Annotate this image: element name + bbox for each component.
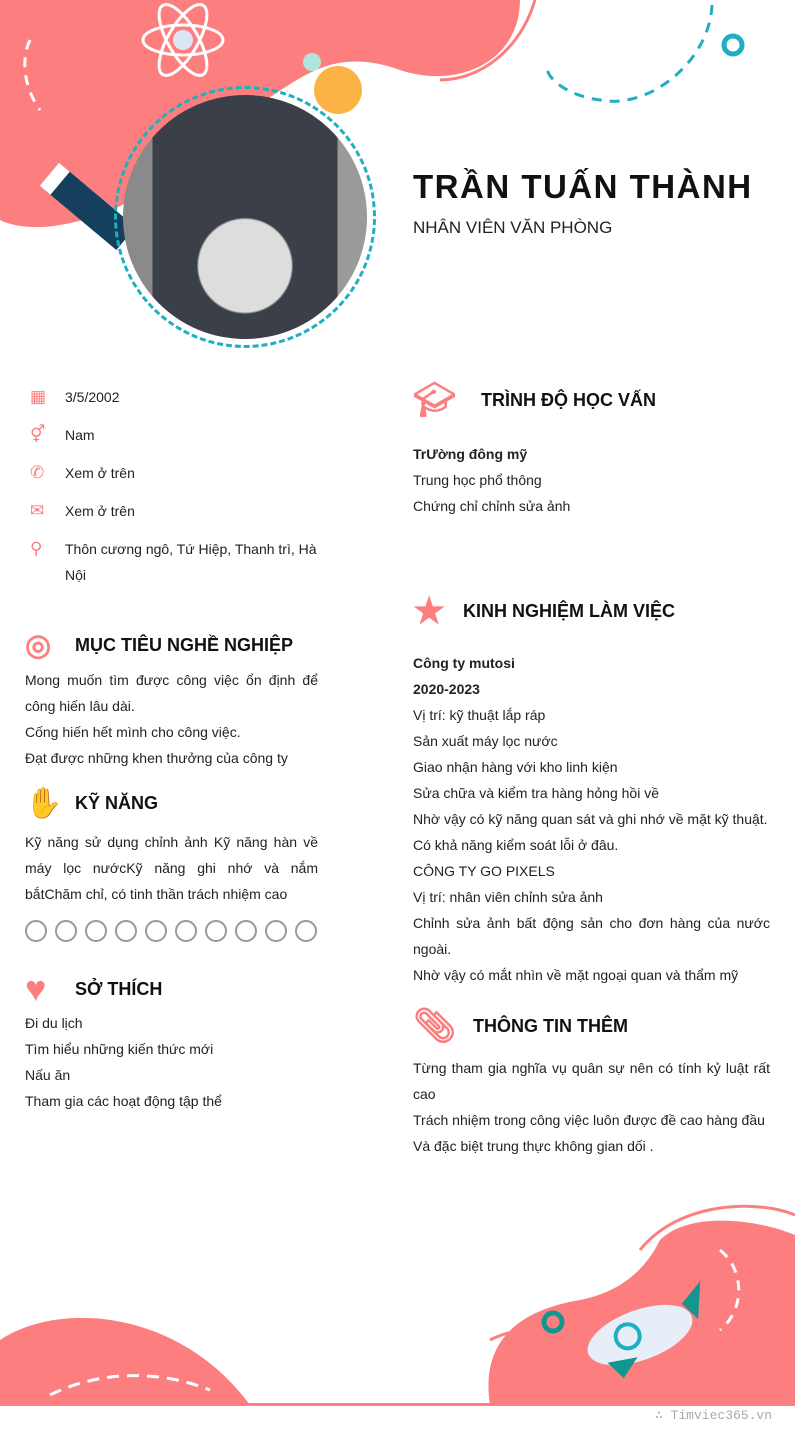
- rating-dot: [85, 920, 107, 942]
- footer-decoration: [0, 1190, 795, 1405]
- heart-icon: ♥: [25, 968, 47, 1009]
- info-value: Nam: [65, 427, 95, 443]
- rating-dot: [115, 920, 137, 942]
- section-title: THÔNG TIN THÊM: [473, 1015, 628, 1036]
- rating-dot: [235, 920, 257, 942]
- skills-text: Kỹ năng sử dụng chỉnh ảnh Kỹ năng hàn về máy lọc nướcKỹ năng ghi nhớ và nắm bắtChăm chỉ, có tinh thần trách nhiệm cao: [25, 834, 318, 902]
- info-value: 3/5/2002: [65, 389, 120, 405]
- hand-icon: ✋: [25, 787, 63, 820]
- info-value: Thôn cương ngô, Tứ Hiệp, Thanh trì, Hà Nội: [65, 541, 317, 583]
- rating-dot: [295, 920, 317, 942]
- profile-photo: [114, 86, 376, 348]
- location-icon: ⚲: [30, 539, 43, 558]
- text-line: Nhờ vậy có kỹ năng quan sát và ghi nhớ về mặt kỹ thuật.: [413, 811, 768, 827]
- section-title: MỤC TIÊU NGHỀ NGHIỆP: [75, 635, 294, 655]
- section-title: KINH NGHIỆM LÀM VIỆC: [463, 600, 676, 621]
- school-name: TrƯờng đông mỹ: [413, 446, 528, 462]
- text-line: Nhờ vậy có mắt nhìn về mặt ngoại quan và thẩm mỹ: [413, 967, 739, 983]
- info-birthdate: [30, 384, 320, 410]
- skills-heading: [25, 786, 158, 821]
- watermark: ∴ Timviec365.vn: [654, 1408, 772, 1423]
- rating-dot: [145, 920, 167, 942]
- text-line: Chỉnh sửa ảnh bất động sản cho đơn hàng của nước ngoài.: [413, 915, 770, 957]
- info-value: Xem ở trên: [65, 503, 135, 519]
- rating-dot: [265, 920, 287, 942]
- paperclip-icon: 📎︎: [413, 1007, 457, 1045]
- phone-icon: ✆: [30, 463, 45, 482]
- candidate-name: TRẦN TUẤN THÀNH: [413, 168, 753, 205]
- text-line: Vị trí: kỹ thuật lắp ráp: [413, 707, 546, 723]
- text-line: CÔNG TY GO PIXELS: [413, 863, 555, 879]
- hobbies-heading: [25, 968, 162, 1010]
- hobbies-list: [25, 1010, 222, 1114]
- text-line: Vị trí: nhân viên chỉnh sửa ảnh: [413, 889, 603, 905]
- objective-text: [25, 667, 318, 771]
- text-line: Sửa chữa và kiểm tra hàng hỏng hồi về: [413, 785, 659, 801]
- hobby-item: Đi du lịch: [25, 1015, 83, 1031]
- text-line: Có khả năng kiểm soát lỗi ở đâu.: [413, 837, 619, 853]
- info-phone: [30, 460, 320, 486]
- text-line: Mong muốn tìm được công việc ổn định để công hiến lâu dài.: [25, 672, 318, 714]
- info-email: [30, 498, 320, 524]
- company-name: Công ty mutosi: [413, 655, 515, 671]
- text-line: Trách nhiệm trong công việc luôn được đề cao hàng đầu: [413, 1112, 765, 1128]
- experience-text: [413, 650, 770, 988]
- job-title: NHÂN VIÊN VĂN PHÒNG: [413, 218, 613, 237]
- experience-heading: [413, 590, 675, 632]
- text-line: Chứng chỉ chỉnh sửa ảnh: [413, 498, 571, 514]
- education-heading: [413, 380, 656, 420]
- rating-dot: [175, 920, 197, 942]
- objective-heading: [25, 628, 293, 663]
- hobby-item: Tìm hiểu những kiến thức mới: [25, 1041, 214, 1057]
- calendar-icon: ▦: [30, 387, 47, 406]
- additional-text: [413, 1055, 770, 1159]
- section-title: KỸ NĂNG: [75, 793, 159, 813]
- hobby-item: Tham gia các hoạt động tập thể: [25, 1093, 222, 1109]
- rating-dot: [55, 920, 77, 942]
- text-line: Trung học phổ thông: [413, 472, 542, 488]
- work-period: 2020-2023: [413, 681, 480, 697]
- section-title: SỞ THÍCH: [75, 978, 163, 999]
- skill-rating: [25, 920, 317, 942]
- graduation-cap-icon: 🎓︎: [413, 381, 457, 419]
- text-line: Đạt được những khen thưởng của công ty: [25, 750, 288, 766]
- hobby-item: Nấu ăn: [25, 1067, 71, 1083]
- education-text: [413, 441, 770, 519]
- additional-heading: [413, 1006, 628, 1046]
- star-icon: ★: [413, 590, 446, 631]
- rating-dot: [205, 920, 227, 942]
- info-address: [30, 536, 320, 588]
- text-line: Giao nhận hàng với kho linh kiện: [413, 759, 618, 775]
- text-line: Sản xuất máy lọc nước: [413, 733, 558, 749]
- text-line: Từng tham gia nghĩa vụ quân sự nên có tính kỷ luật rất cao: [413, 1060, 770, 1102]
- target-icon: ◎: [25, 629, 52, 662]
- text-line: Và đặc biệt trung thực không gian dối .: [413, 1138, 654, 1154]
- email-icon: ✉: [30, 501, 45, 520]
- info-gender: [30, 422, 320, 448]
- text-line: Cống hiến hết mình cho công việc.: [25, 724, 241, 740]
- rating-dot: [25, 920, 47, 942]
- gender-icon: ⚥: [30, 425, 46, 444]
- footer-bar: [0, 1403, 795, 1406]
- info-value: Xem ở trên: [65, 465, 135, 481]
- section-title: TRÌNH ĐỘ HỌC VẤN: [481, 389, 656, 410]
